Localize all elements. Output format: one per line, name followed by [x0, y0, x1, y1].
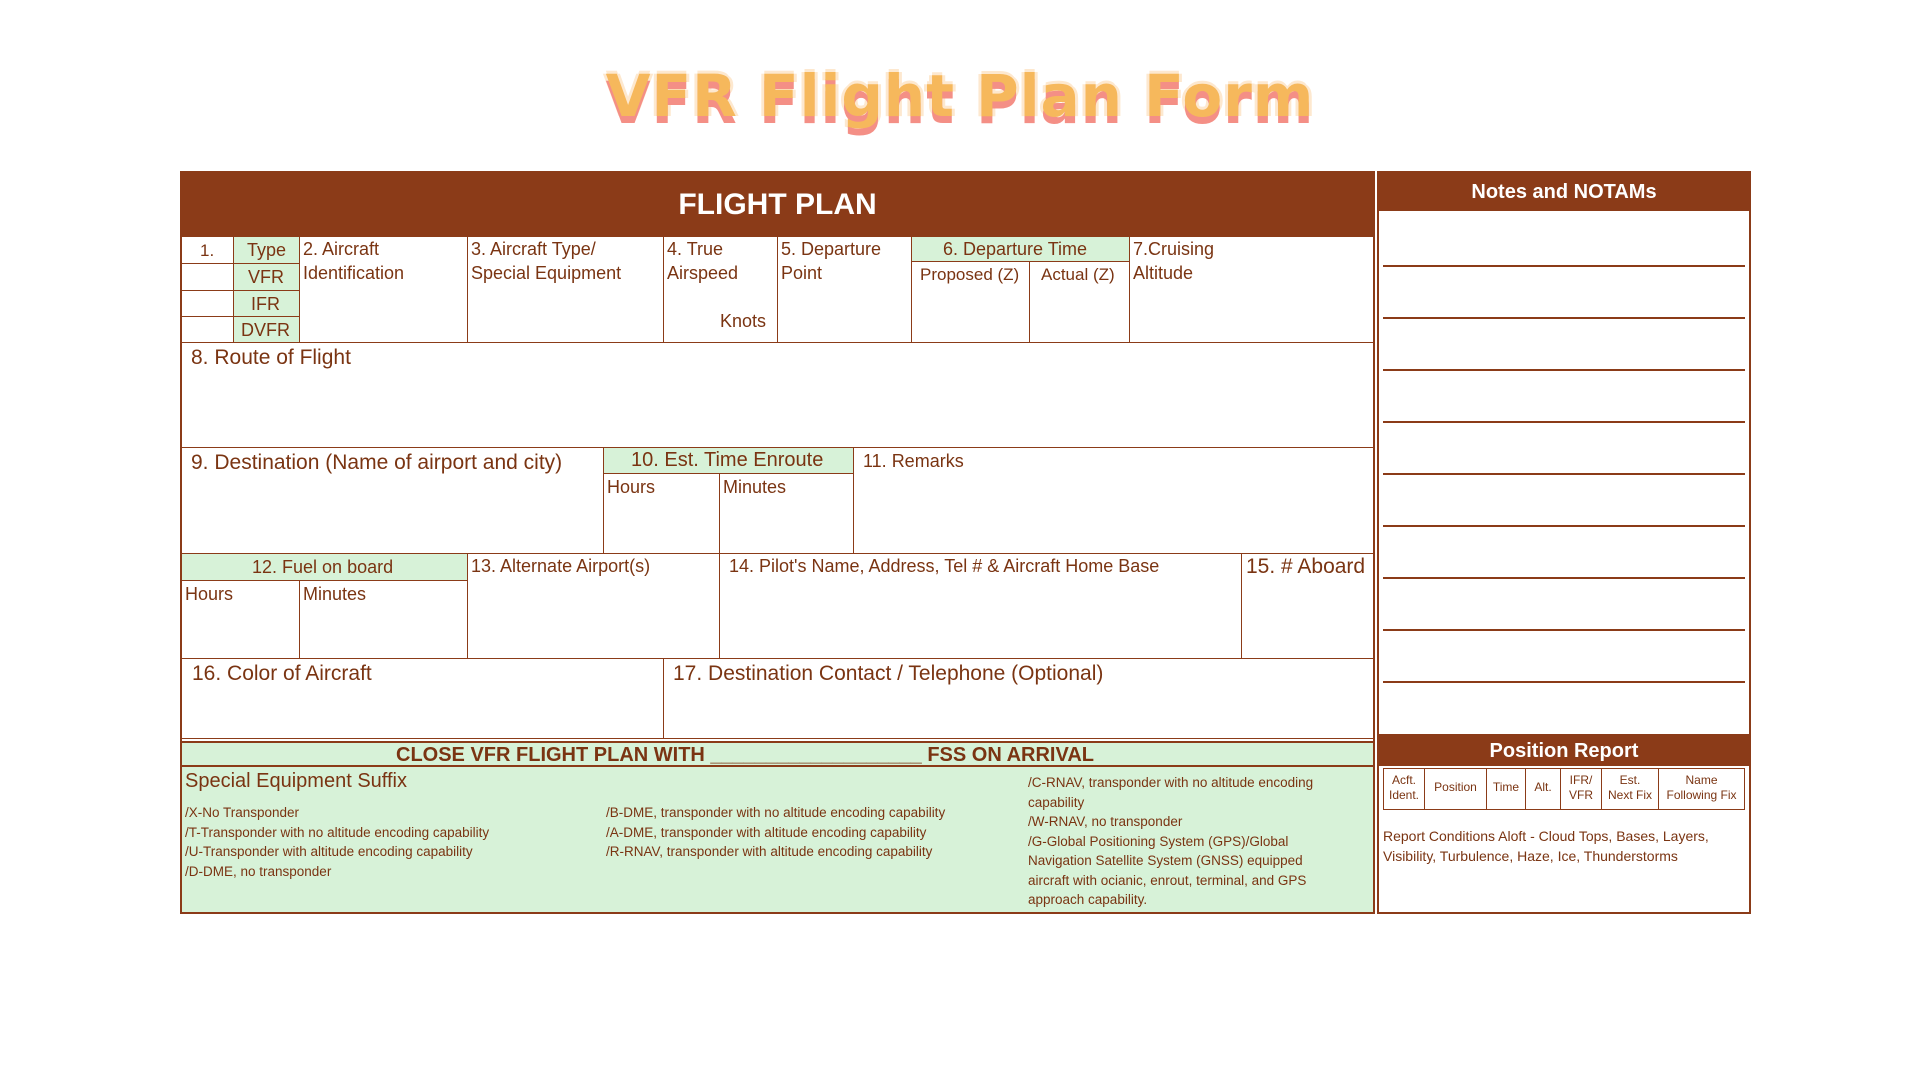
suffix-item: /G-Global Positioning System (GPS)/Global	[1028, 833, 1289, 849]
est-time-enroute-header	[604, 448, 854, 474]
type-label: Type	[247, 240, 287, 260]
suffix-title: Special Equipment Suffix	[185, 770, 407, 792]
notes-line	[1383, 421, 1745, 423]
notes-panel	[1377, 171, 1751, 736]
suffix-column-1	[185, 803, 489, 881]
suffix-column-3	[1028, 773, 1313, 910]
destination-field[interactable]	[182, 448, 604, 554]
ifr-option-cell	[234, 291, 300, 317]
report-conditions-line2: Visibility, Turbulence, Haze, Ice, Thunderstorms	[1383, 848, 1678, 864]
col-label: Next Fix	[1607, 788, 1652, 802]
suffix-item: capability	[1028, 794, 1085, 810]
item4-label-line1: 4. True	[667, 239, 724, 259]
notes-line	[1383, 369, 1745, 371]
item13-label: 13. Alternate Airport(s)	[471, 556, 651, 576]
true-airspeed-field[interactable]	[664, 237, 778, 343]
col-position[interactable]	[1425, 769, 1487, 809]
notes-line	[1383, 629, 1745, 631]
flight-type-dvfr-checkbox[interactable]	[182, 317, 234, 343]
col-label: Ident.	[1388, 788, 1420, 802]
form-header-label: FLIGHT PLAN	[678, 188, 877, 221]
enroute-minutes-label: Minutes	[723, 477, 787, 497]
page-title: VFR Flight Plan Form	[605, 62, 1315, 130]
suffix-item: /X-No Transponder	[185, 805, 300, 820]
col-label: Following Fix	[1666, 788, 1737, 802]
enroute-hours-label: Hours	[607, 477, 656, 497]
pilot-info-field[interactable]	[720, 554, 1242, 659]
item3-label-line1: 3. Aircraft Type/	[471, 239, 596, 259]
item6-title: 6. Departure Time	[943, 239, 1088, 259]
item9-label: 9. Destination (Name of airport and city)	[191, 451, 563, 474]
ifr-option-label: IFR	[251, 294, 280, 314]
alternate-airports-field[interactable]	[468, 554, 720, 659]
item8-label: 8. Route of Flight	[191, 346, 351, 369]
suffix-item: Navigation Satellite System (GNSS) equipped	[1028, 853, 1303, 868]
notes-line	[1383, 317, 1745, 319]
close-flight-plan-text: CLOSE VFR FLIGHT PLAN WITH ___________________ FSS ON ARRIVAL	[396, 744, 1094, 766]
item3-label-line2: Special Equipment	[471, 263, 622, 283]
item11-label: 11. Remarks	[863, 451, 964, 471]
item17-label: 17. Destination Contact / Telephone (Optional)	[673, 662, 1104, 685]
col-time[interactable]	[1487, 769, 1526, 809]
notes-header	[1379, 173, 1749, 211]
item4-label-line2: Airspeed	[667, 263, 739, 283]
route-of-flight-field[interactable]	[182, 343, 1373, 448]
flight-type-vfr-checkbox[interactable]	[182, 264, 234, 291]
item12-title: 12. Fuel on board	[252, 557, 394, 577]
col-est-next-fix[interactable]	[1602, 769, 1659, 809]
close-flight-plan-bar	[182, 741, 1373, 767]
form-header	[182, 173, 1373, 237]
remarks-field[interactable]	[854, 448, 1373, 554]
notes-lines[interactable]	[1383, 213, 1745, 734]
destination-contact-field[interactable]	[664, 659, 1373, 739]
item10-title: 10. Est. Time Enroute	[631, 449, 824, 471]
item7-label-line1: 7.Cruising	[1133, 239, 1215, 259]
flight-type-ifr-checkbox[interactable]	[182, 291, 234, 317]
item15-label: 15. # Aboard	[1246, 555, 1366, 578]
suffix-item: /R-RNAV, transponder with altitude encoding capability	[606, 844, 933, 859]
col-label: VFR	[1569, 788, 1593, 802]
notes-line	[1383, 681, 1745, 683]
item2-label-line1: 2. Aircraft	[303, 239, 380, 259]
flight-plan-form	[180, 171, 1375, 914]
vfr-option-cell	[234, 264, 300, 291]
col-label: Time	[1492, 780, 1520, 794]
item2-label-line2: Identification	[303, 263, 405, 283]
number-aboard-field[interactable]	[1242, 554, 1373, 659]
notes-title: Notes and NOTAMs	[1471, 181, 1657, 203]
item16-label: 16. Color of Aircraft	[192, 662, 372, 685]
col-label: Acft.	[1391, 773, 1416, 787]
suffix-column-2	[606, 803, 945, 862]
suffix-item: /A-DME, transponder with altitude encoding capability	[606, 824, 927, 840]
col-label: Position	[1434, 780, 1477, 794]
suffix-item: approach capability.	[1028, 892, 1148, 907]
col-label: Est.	[1619, 773, 1641, 787]
enroute-hours-field[interactable]	[604, 474, 720, 554]
type-header-cell	[234, 237, 300, 264]
aircraft-type-field[interactable]	[468, 237, 664, 343]
position-report-header	[1379, 736, 1749, 766]
departure-time-actual-field[interactable]	[1030, 262, 1130, 343]
suffix-item: /U-Transponder with altitude encoding capability	[185, 844, 473, 859]
actual-label: Actual (Z)	[1041, 265, 1115, 284]
cruising-altitude-field[interactable]	[1130, 237, 1373, 343]
suffix-item: /T-Transponder with no altitude encoding capability	[185, 824, 490, 840]
notes-line	[1383, 265, 1745, 267]
fuel-on-board-header	[182, 554, 468, 581]
position-report-table	[1383, 768, 1745, 810]
item5-label-line1: 5. Departure	[781, 239, 882, 259]
col-name-following-fix[interactable]	[1659, 769, 1744, 809]
item7-label-line2: Altitude	[1133, 263, 1194, 283]
enroute-minutes-field[interactable]	[720, 474, 854, 554]
proposed-label: Proposed (Z)	[920, 265, 1020, 284]
fuel-minutes-field[interactable]	[300, 581, 468, 659]
fuel-hours-field[interactable]	[182, 581, 300, 659]
knots-unit-label: Knots	[720, 311, 767, 331]
col-label: Alt.	[1534, 780, 1552, 794]
departure-time-proposed-field[interactable]	[912, 262, 1030, 343]
col-ifr-vfr[interactable]	[1561, 769, 1602, 809]
vfr-option-label: VFR	[248, 267, 284, 287]
position-report-title: Position Report	[1489, 740, 1639, 762]
col-alt[interactable]	[1526, 769, 1561, 809]
aircraft-identification-field[interactable]	[300, 237, 468, 343]
fuel-hours-label: Hours	[185, 584, 234, 604]
departure-time-header	[912, 237, 1130, 262]
dvfr-option-cell	[234, 317, 300, 343]
item1-number-cell	[182, 237, 234, 264]
notes-line	[1383, 525, 1745, 527]
suffix-item: aircraft with ocianic, enrout, terminal, and GPS	[1028, 872, 1307, 888]
col-label: IFR/	[1569, 773, 1593, 787]
item1-number: 1.	[200, 241, 215, 260]
item5-label-line2: Point	[781, 263, 823, 283]
departure-point-field[interactable]	[778, 237, 912, 343]
fuel-minutes-label: Minutes	[303, 584, 367, 604]
col-label: Name	[1685, 773, 1718, 787]
suffix-item: /B-DME, transponder with no altitude encoding capability	[606, 805, 946, 820]
suffix-item: /W-RNAV, no transponder	[1028, 814, 1183, 829]
item14-label: 14. Pilot's Name, Address, Tel # & Aircraft Home Base	[729, 556, 1160, 576]
report-conditions-line1: Report Conditions Aloft - Cloud Tops, Bases, Layers,	[1383, 828, 1709, 844]
suffix-item: /D-DME, no transponder	[185, 863, 332, 879]
suffix-item: /C-RNAV, transponder with no altitude encoding	[1028, 775, 1314, 790]
notes-line	[1383, 473, 1745, 475]
aircraft-color-field[interactable]	[182, 659, 664, 739]
report-conditions-text	[1383, 826, 1709, 866]
dvfr-option-label: DVFR	[241, 320, 290, 340]
special-equipment-suffix-section	[182, 767, 1373, 912]
col-acft-ident[interactable]	[1384, 769, 1425, 809]
position-report-panel	[1377, 734, 1751, 914]
notes-line	[1383, 577, 1745, 579]
